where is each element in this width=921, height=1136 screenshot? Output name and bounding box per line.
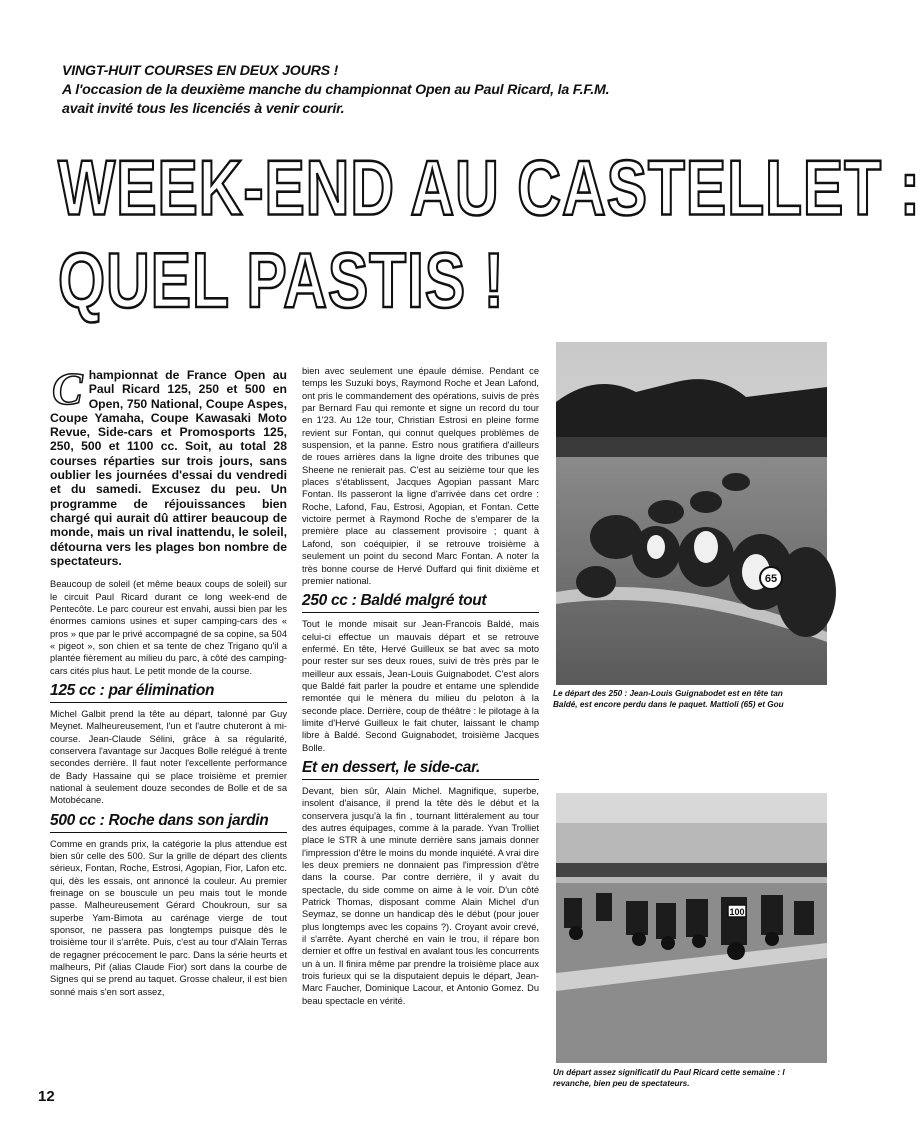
photo-2-caption-line-2: revanche, bien peu de spectateurs. <box>553 1078 690 1088</box>
photo-250cc-start-image <box>556 342 827 685</box>
paragraph-250cc: Tout le monde misait sur Jean-Francois Baldé, mais celui-ci effectue un mauvais départ et se retrouve enfermé. En tête, Hervé Guilleux se bat avec sa moto pour rester sur ses deux roues, suivi de très près par le meilleur aux essais, Jean-Louis Guignabodet. C'est alors que Baldé fait parler la poudre et entame une splendide remontée qui le mènera du milieu du peloton à la seconde place. Derrière, coup de théâtre : le pilotage à la limite d'Hervé Guilleux le fait chuter, laissant le champ libre à Baldé. Second Guignabodet, troisième Jacques Bolle. <box>302 619 539 753</box>
kicker-line-2: A l'occasion de la deuxième manche du championnat Open au Paul Ricard, la F.F.M. <box>62 82 610 98</box>
paragraph-500cc: Comme en grands prix, la catégorie la plus attendue est bien sûr celle des 500. Sur la grille de départ des clients sérieux, Fontan, Roche, Estrosi, Agopian, Fior, Lafon etc. qui, dès les essais, ont annoncé la couleur. Au premier freinage on se bouscule un peu mais tout le monde passe. Malheureusement Gérard Choukroun, sur sa superbe Yam-Bimota au carénage vierge de tout sponsor, ne passera pas longtemps puisque dès le troisième tour il s'arrête. Puis, c'est au tour d'Alain Terras de regagner précocement le parc. Dans la série heurts et malheurs, Pif (alias Claude Fior) sort dans la courbe de Signes qui se prend au taquet. Grosse chaleur, il est bien sonné mais s'en sort assez, <box>50 838 287 997</box>
paragraph-500cc-continued: bien avec seulement une épaule démise. Pendant ce temps les Suzuki boys, Raymond Roche et Jean Lafond, ont pris le commandement des opérations, suivis de près par Bernard Fau qui remonte et signe un record du tour en 1'23. Au 12e tour, Christian Estrosi en pleine forme revient sur Fontan, qui connut quelques problèmes de suspension, et la panne. Estro nous gratifiera d'ailleurs de roues arrières dans la ligne droite des tribunes que Sheene ne renierait pas. C'est au seizième tour que les places s'établissent, Jacques Agopian passant Marc Fontan. Ils passeront la ligne d'arrivée dans cet ordre : Roche, Lafond, Fau, Estrosi, Agopian, et Fontan. Cette victoire permet à Raymond Roche de s'emparer de la première place au classement provisoire ; quant à Lafond, son coéquipier, il se retrouve troisième à seulement un point du second Marc Fontan. A noter la très bonne course de Hervé Duffard qui finit dixième et premier national. <box>302 366 539 586</box>
lead-paragraph <box>50 363 287 568</box>
drop-cap: C <box>52 363 83 414</box>
intro-paragraph: Beaucoup de soleil (et même beaux coups de soleil) sur le circuit Paul Ricard durant ce long week-end de Pentecôte. Le parc coureur est envahi, aussi bien par les énormes camions usines et super camping-cars des « pros » que par le privé accompagné de sa copine, sa 504 « pigeot », son chien et sa tente de chez Trigano qu'il a plantée fièrement au milieu du parc, à côté des camping-cars cités plus haut. Le petit monde de la course. <box>50 579 287 676</box>
subhead-250cc: 250 cc : Baldé malgré tout <box>302 592 539 613</box>
subhead-500cc: 500 cc : Roche dans son jardin <box>50 812 287 833</box>
photo-250cc-start <box>556 342 827 685</box>
photo-2-caption-line-1: Un départ assez significatif du Paul Ricard cette semaine : l <box>553 1068 785 1077</box>
photo-sidecar-start-image <box>556 793 827 1063</box>
photo-2-bike-number: 100 <box>729 907 745 917</box>
headline <box>58 142 921 327</box>
article-column-2 <box>302 365 539 1010</box>
photo-sidecar-start <box>556 793 827 1063</box>
subhead-125cc: 125 cc : par élimination <box>50 682 287 703</box>
headline-line-2: QUEL PASTIS ! <box>58 236 505 324</box>
kicker-line-3: avait invité tous les licenciés à venir courir. <box>62 101 345 117</box>
photo-1-caption <box>553 689 827 710</box>
photo-1-bike-number: 65 <box>764 573 778 585</box>
article-column-1 <box>50 363 287 1001</box>
headline-line-1: WEEK-END AU CASTELLET : <box>58 144 921 232</box>
photo-2-caption <box>553 1068 827 1089</box>
paragraph-125cc: Michel Galbit prend la tête au départ, talonné par Guy Meynet. Malheureusement, l'un et l'autre chuteront à mi-course. Jean-Claude Sélini, grâce à sa régularité, conservera l'avantage sur Jacques Bolle relégué à trente secondes derrière. Il faut noter l'excellente performance de Bady Hassaine qui se place troisième et premier national à seulement douze secondes de Bolle et de sa Motobécane. <box>50 708 287 806</box>
lead-text: hampionnat de France Open au Paul Ricard 125, 250 et 500 en Open, 750 National, Coupe Aspes, Coupe Yamaha, Coupe Kawasaki Moto Revue, Side-cars et Promosports 125, 250, 500 et 1100 cc. Soit, au total 28 courses réparties sur trois jours, sans oublier les journées d'essai du vendredi et du samedi. Excusez du peu. Un programme de réjouissances bien chargé qui aurait dû attirer beaucoup de monde, mais un rival inattendu, le soleil, détourna vers les plages bon nombre de spectateurs. <box>50 368 287 568</box>
subhead-side-car: Et en dessert, le side-car. <box>302 759 539 780</box>
page-number: 12 <box>38 1088 55 1105</box>
photo-1-caption-line-2: Baldé, est encore perdu dans le paquet. Mattioli (65) et Gou <box>553 699 784 709</box>
kicker-line-1: VINGT-HUIT COURSES EN DEUX JOURS ! <box>62 63 339 79</box>
kicker <box>62 62 802 119</box>
photo-1-caption-line-1: Le départ des 250 : Jean-Louis Guignabodet est en tête tan <box>553 689 783 698</box>
paragraph-side-car: Devant, bien sûr, Alain Michel. Magnifique, superbe, insolent d'aisance, il prend la tête dès le début et la conservera jusqu'à la fin , tournant littéralement au tour des autres équipages, comme à la parade. Yvan Trolliet place le STR à une minute derrière sans jamais donner l'impression d'être le moins du monde inquiété. A vrai dire les deux premiers ne donnaient pas l'impression d'être dans la course. Par contre derrière, il y avait du spectacle, du side comme on aime à le voir. D'un côté Patrick Thomas, disposant comme Alain Michel d'un Seymaz, se donne un handicap dès le début (pour jouer plus longtemps avec les copains ?). Croyant avoir crevé, il s'arrête. Ayant cherché en vain le trou, il répare bon dernier et offre un festival en avalant tous les concurrents un à un. Il finira même par prendre la troisième place aux trois furieux qui se la disputaient depuis le départ, Jean-Marc Faucher, Dominique Lacour, et Antonio Gomez. Du beau spectacle en vérité. <box>302 785 539 1006</box>
